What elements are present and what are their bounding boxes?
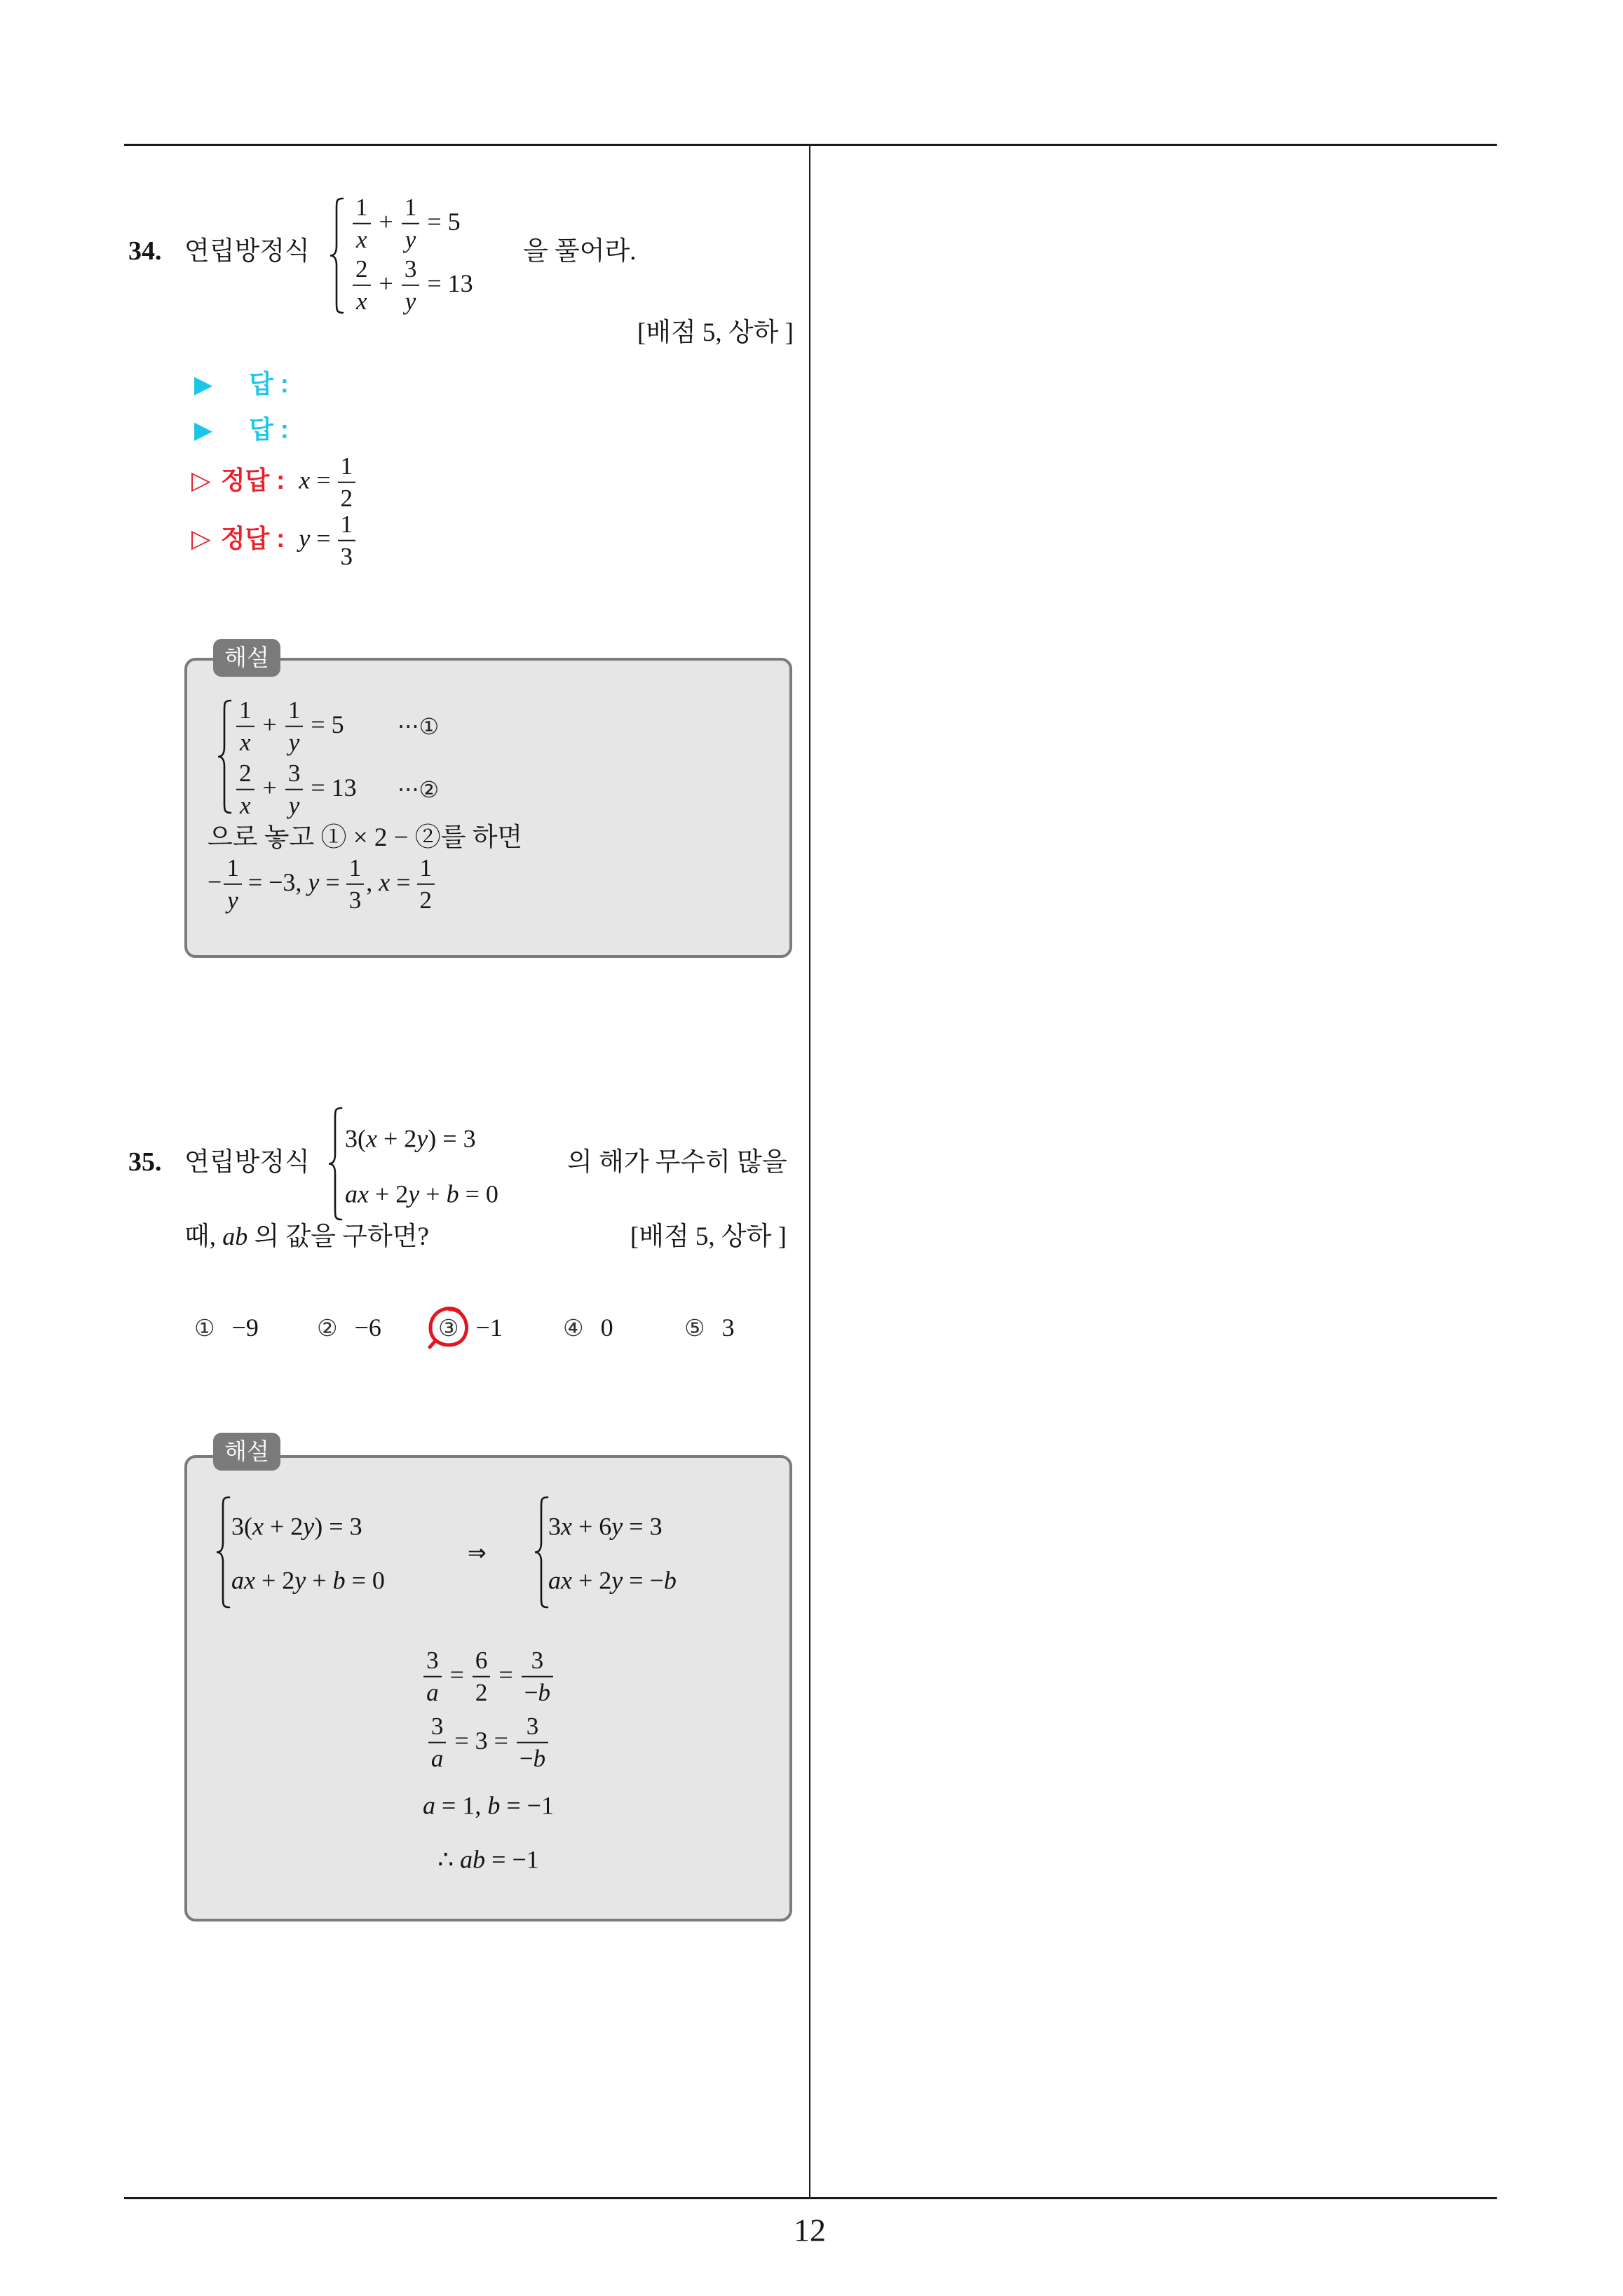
equals-sign: = xyxy=(498,1660,513,1689)
choice-option xyxy=(684,1313,735,1342)
solution-left-equation-1: 3(x + 2y) = 3 xyxy=(231,1512,362,1541)
selection-circle-icon xyxy=(424,1303,473,1352)
question-variable: ab xyxy=(222,1222,248,1250)
fraction xyxy=(236,759,254,821)
denominator: −b xyxy=(519,1745,546,1772)
answer-lhs: y = xyxy=(299,524,331,553)
denominator: x xyxy=(355,288,367,315)
result-text: , x = xyxy=(366,867,411,896)
choice-value: −6 xyxy=(354,1314,381,1342)
choice-option xyxy=(563,1313,613,1342)
choice-option xyxy=(317,1313,381,1342)
minus-sign: − xyxy=(208,867,222,896)
choice-mark: ⑤ xyxy=(684,1314,705,1342)
solution-result xyxy=(208,854,437,915)
numerator: 3 xyxy=(522,1647,553,1677)
solution-step: 으로 놓고 ① × 2 − ②를 하면 xyxy=(208,823,523,852)
numerator: 3 xyxy=(402,255,420,286)
fraction xyxy=(402,194,420,255)
numerator: 2 xyxy=(236,759,254,790)
filled-triangle-icon: ▶ xyxy=(194,370,213,399)
solution-equation-2 xyxy=(234,759,357,821)
fraction xyxy=(517,1713,548,1774)
answer-label: 답 : xyxy=(249,414,289,444)
denominator: 2 xyxy=(475,1679,488,1706)
ratio-middle: = 3 = xyxy=(454,1726,508,1755)
numerator: 1 xyxy=(353,194,371,224)
outline-triangle-icon: ▷ xyxy=(191,524,211,553)
equation-rhs: = 13 xyxy=(427,269,473,297)
question-prompt: 연립방정식 xyxy=(184,236,310,266)
numerator: 1 xyxy=(402,194,420,224)
fraction xyxy=(473,1647,491,1708)
solution-values: a = 1, b = −1 xyxy=(423,1791,554,1820)
denominator: x xyxy=(355,226,367,253)
fraction xyxy=(346,854,365,915)
fraction xyxy=(285,759,304,821)
system-equation-2 xyxy=(351,255,473,316)
score-label: [배점 5, 상하 ] xyxy=(630,1222,787,1251)
numerator: 1 xyxy=(224,854,242,885)
choice-mark: ③ xyxy=(438,1314,459,1342)
choice-option xyxy=(438,1313,503,1342)
denominator: 3 xyxy=(348,886,362,914)
numerator: 3 xyxy=(423,1647,442,1677)
filled-triangle-icon: ▶ xyxy=(194,416,213,445)
denominator: 2 xyxy=(340,485,353,512)
choice-mark: ④ xyxy=(563,1314,584,1342)
header-rule xyxy=(124,144,1497,146)
answer-label: 답 : xyxy=(249,369,289,398)
question-prompt: 연립방정식 xyxy=(184,1147,310,1177)
numerator: 3 xyxy=(517,1713,548,1743)
correct-answer-label: 정답 : xyxy=(220,465,285,494)
question-number: 34. xyxy=(128,236,162,266)
solution-right-equation-2: ax + 2y = −b xyxy=(548,1566,677,1595)
choice-number xyxy=(684,1314,705,1342)
operator: + xyxy=(262,710,277,738)
question-text: 의 값을 구하면? xyxy=(254,1222,429,1251)
denominator: y xyxy=(405,226,416,253)
question-suffix: 을 풀어라. xyxy=(523,236,637,266)
ratio-line-1 xyxy=(184,1647,792,1708)
correct-answer-label: 정답 : xyxy=(220,523,285,553)
left-brace xyxy=(215,1496,231,1609)
left-brace xyxy=(329,197,344,314)
denominator: x xyxy=(239,729,251,756)
choice-mark: ① xyxy=(194,1314,215,1342)
choice-option xyxy=(194,1313,259,1342)
denominator: y xyxy=(227,886,238,914)
fraction xyxy=(338,511,356,572)
correct-answer-row xyxy=(191,452,358,513)
denominator: y xyxy=(288,792,300,819)
outline-triangle-icon: ▷ xyxy=(191,466,211,495)
question-number: 35. xyxy=(128,1147,162,1177)
footer-rule xyxy=(124,2197,1497,2199)
equation-tag: ···② xyxy=(398,776,440,803)
numerator: 1 xyxy=(338,511,356,541)
denominator: a xyxy=(426,1679,439,1706)
numerator: 1 xyxy=(346,854,365,885)
answer-row xyxy=(194,368,289,400)
correct-answer-row xyxy=(191,511,358,572)
answer-lhs: x = xyxy=(299,466,331,494)
question-suffix: 의 해가 무수히 많을 xyxy=(567,1147,787,1177)
numerator: 1 xyxy=(338,452,356,483)
operator: + xyxy=(379,207,393,236)
fraction xyxy=(353,194,371,255)
fraction xyxy=(236,696,254,757)
ratio-line-2 xyxy=(184,1713,792,1774)
fraction xyxy=(353,255,371,316)
numerator: 6 xyxy=(473,1647,491,1677)
fraction xyxy=(338,452,356,513)
denominator: a xyxy=(430,1745,444,1772)
solution-tab: 해설 xyxy=(213,639,280,677)
equals-sign: = xyxy=(449,1660,464,1689)
choice-value: −9 xyxy=(231,1314,259,1342)
numerator: 1 xyxy=(285,696,304,727)
fraction xyxy=(428,1713,447,1774)
numerator: 3 xyxy=(428,1713,447,1743)
fraction xyxy=(224,854,242,915)
choice-number xyxy=(194,1314,215,1342)
denominator: 3 xyxy=(340,543,353,570)
solution-equation-1 xyxy=(234,696,344,757)
solution-right-equation-1: 3x + 6y = 3 xyxy=(548,1512,663,1541)
denominator: y xyxy=(405,288,416,315)
fraction xyxy=(423,1647,442,1708)
system-equation-1 xyxy=(351,194,461,255)
fraction xyxy=(402,255,420,316)
operator: + xyxy=(379,269,393,297)
score-label: [배점 5, 상하 ] xyxy=(637,318,794,347)
left-brace xyxy=(217,699,232,814)
numerator: 3 xyxy=(285,759,304,790)
equation-rhs: = 5 xyxy=(311,710,344,738)
fraction xyxy=(522,1647,553,1708)
question-line-2 xyxy=(184,1222,429,1252)
choice-value: 0 xyxy=(600,1314,613,1342)
numerator: 2 xyxy=(353,255,371,286)
choice-value: 3 xyxy=(721,1314,735,1342)
system-equation-1: 3(x + 2y) = 3 xyxy=(345,1124,476,1153)
left-brace xyxy=(534,1496,549,1609)
equation-tag: ···① xyxy=(398,713,440,740)
result-text: = −3, y = xyxy=(247,867,340,896)
denominator: x xyxy=(239,792,251,819)
fraction xyxy=(417,854,435,915)
question-text: 때, xyxy=(184,1222,216,1251)
column-divider xyxy=(809,144,810,2198)
solution-tab: 해설 xyxy=(213,1433,280,1471)
denominator: y xyxy=(288,729,300,756)
solution-left-equation-2: ax + 2y + b = 0 xyxy=(231,1566,385,1595)
numerator: 1 xyxy=(417,854,435,885)
choice-number xyxy=(317,1314,338,1342)
answer-row xyxy=(194,414,289,445)
implies-arrow-icon: ⇒ xyxy=(468,1539,487,1566)
denominator: −b xyxy=(524,1679,550,1706)
choice-value: −1 xyxy=(475,1314,503,1342)
denominator: 2 xyxy=(419,886,433,914)
choice-number xyxy=(438,1314,459,1342)
equation-rhs: = 5 xyxy=(427,207,461,236)
fraction xyxy=(285,696,304,757)
solution-conclusion: ∴ ab = −1 xyxy=(437,1845,539,1874)
page-number: 12 xyxy=(794,2212,826,2248)
system-equation-2: ax + 2y + b = 0 xyxy=(345,1180,498,1208)
equation-rhs: = 13 xyxy=(311,773,357,802)
numerator: 1 xyxy=(236,696,254,727)
left-brace xyxy=(327,1107,343,1221)
operator: + xyxy=(262,773,277,802)
choice-number xyxy=(563,1314,584,1342)
choice-mark: ② xyxy=(317,1314,338,1342)
